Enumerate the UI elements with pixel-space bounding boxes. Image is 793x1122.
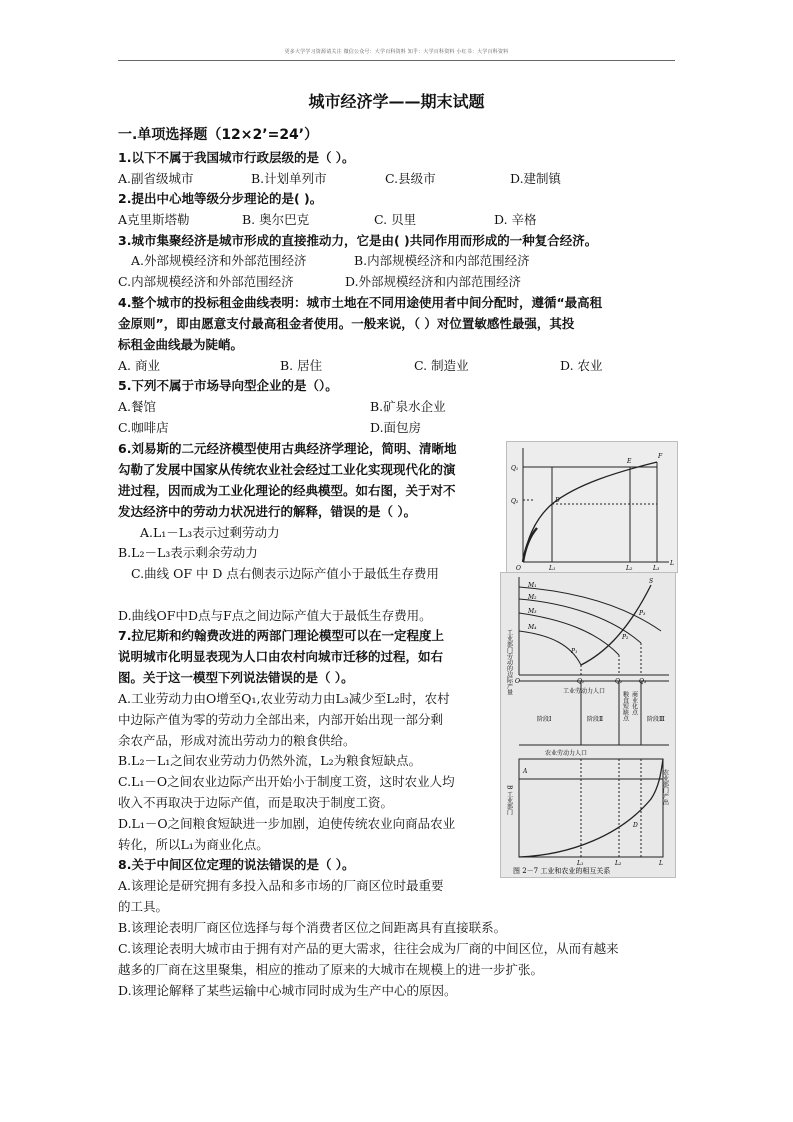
fig2-mid-xlabel: 工业劳动力人口 [563, 688, 606, 695]
fig2-left-label: B 工业部门 [505, 785, 513, 816]
fig1-label-l3: L₃ [653, 565, 660, 572]
fig1-label-d: D [555, 497, 560, 504]
fig2-top-ylabel: 工业部门劳动的边际产量 [505, 629, 513, 695]
fig2-stage-1: 阶段Ⅰ [537, 716, 552, 723]
q8-option-c-line2: 越多的厂商在这里聚集，相应的推动了原来的大城市在规模上的进一步扩张。 [118, 962, 544, 977]
fig2-stage-2: 阶段Ⅱ [587, 716, 604, 723]
fig2-label-o: O [515, 678, 520, 685]
fig2-marker-shortage: 粮食短缺点 [621, 691, 629, 721]
q4-option-b: B. 居住 [280, 358, 323, 373]
q7-option-d-line2: 转化，所以L₁为商业化点。 [118, 837, 269, 852]
q3-option-b: B.内部规模经济和内部范围经济 [354, 253, 530, 268]
header-watermark: 更多大学学习资源请关注 微信公众号：大学百科资料 知乎：大学百科资料 小红书：大学百科资料 [284, 49, 509, 55]
q5-option-a: A.餐馆 [118, 399, 157, 414]
fig1-label-e: E [627, 458, 632, 465]
fig2-label-q2: Q₂ [615, 678, 623, 685]
fig1-label-l: L [670, 560, 674, 567]
fig1-label-o: O [516, 565, 521, 572]
lewis-model-figure [506, 441, 678, 573]
fig2-label-m4: M₄ [528, 624, 537, 631]
ranis-fei-model-figure [500, 572, 676, 878]
q7-stem-line2: 说明城市化明显表现为人口由农村向城市迁移的过程，如右 [118, 649, 444, 664]
q5-option-d: D.面包房 [370, 420, 422, 435]
q2-option-a: A克里斯塔勒 [118, 212, 190, 227]
q2-stem: 2.提出中心地等级分步理论的是( )。 [118, 191, 323, 206]
q6-stem-line3: 进过程，因而成为工业化理论的经典模型。如右图，关于对不 [118, 483, 456, 498]
q3-option-a: A.外部规模经济和外部范围经济 [131, 253, 307, 268]
q8-option-a-line1: A.该理论是研究拥有多投入品和多市场的厂商区位时最重要 [118, 878, 444, 893]
q5-option-c: C.咖啡店 [118, 420, 169, 435]
q4-option-a: A. 商业 [118, 358, 160, 373]
q1-option-a: A.副省级城市 [118, 171, 194, 186]
q6-stem-line1: 6.刘易斯的二元经济模型使用古典经济学理论，简明、清晰地 [118, 441, 457, 456]
q3-option-d: D.外部规模经济和内部范围经济 [345, 274, 522, 289]
fig2-caption: 图 2－7 工业和农业的相互关系 [513, 867, 611, 875]
q2-option-c: C. 贝里 [374, 212, 417, 227]
q1-option-b: B.计划单列市 [251, 171, 327, 186]
q7-option-a-line2: 中边际产值为零的劳动力全部出来，内部开始出现一部分剩 [118, 712, 444, 727]
q5-stem: 5.下列不属于市场导向型企业的是（）。 [118, 378, 338, 393]
exam-title: 城市经济学——期末试题 [308, 92, 485, 111]
q8-option-b: B.该理论表明厂商区位选择与每个消费者区位之间距离具有直接联系。 [118, 920, 507, 935]
q6-option-c: C.曲线 OF 中 D 点右侧表示边际产值小于最低生存费用 [131, 566, 439, 581]
q3-option-c: C.内部规模经济和外部范围经济 [118, 274, 294, 289]
fig2-stage-3: 阶段Ⅲ [647, 716, 665, 723]
q7-option-c-line1: C.L₁－O之间农业边际产出开始小于制度工资，这时农业人均 [118, 774, 455, 789]
q7-option-c-line2: 收入不再取决于边际产值，而是取决于制度工资。 [118, 795, 394, 810]
fig1-label-q2: Q₂ [511, 498, 519, 505]
q6-stem-line2: 勾勒了发展中国家从传统农业社会经过工业化实现现代化的演 [118, 462, 456, 477]
fig2-label-m2: M₂ [528, 594, 537, 601]
q2-option-d: D. 辛格 [494, 212, 537, 227]
q6-option-b: B.L₂－L₃表示剩余劳动力 [118, 545, 258, 560]
q5-option-b: B.矿泉水企业 [370, 399, 446, 414]
fig2-label-l: L [659, 860, 663, 867]
fig2-label-q1: Q₁ [577, 678, 585, 685]
q4-stem-line2: 金原则”，即由愿意支付最高租金者使用。一般来说，（ ）对位置敏感性最强，其投 [118, 316, 575, 331]
fig2-label-p2: P₂ [622, 634, 629, 641]
fig2-label-m1: M₁ [528, 582, 537, 589]
q3-stem: 3.城市集聚经济是城市形成的直接推动力，它是由( )共同作用而形成的一种复合经济。 [118, 233, 598, 248]
fig2-label-a: A [523, 768, 528, 775]
fig1-label-l1: L₁ [549, 565, 556, 572]
q4-stem-line1: 4.整个城市的投标租金曲线表明：城市土地在不同用途使用者中间分配时，遵循“最高租 [118, 295, 603, 310]
fig1-label-q1: Q₁ [511, 465, 519, 472]
fig2-label-q3: Q₃ [639, 678, 647, 685]
q7-option-a-line3: 余农产品，形成对流出劳动力的粮食供给。 [118, 733, 356, 748]
q8-option-a-line2: 的工具。 [118, 899, 169, 914]
q7-stem-line1: 7.拉尼斯和约翰费改进的两部门理论模型可以在一定程度上 [118, 628, 444, 643]
fig2-label-m3: M₃ [528, 608, 537, 615]
q1-option-d: D.建制镇 [510, 171, 562, 186]
q4-option-d: D. 农业 [560, 358, 603, 373]
q8-option-c-line1: C.该理论表明大城市由于拥有对产品的更大需求，往往会成为厂商的中间区位，从而有越来 [118, 941, 619, 956]
q6-stem-line4: 发达经济中的劳动力状况进行的解释，错误的是（ ）。 [118, 504, 417, 519]
fig2-label-l1: L₁ [577, 860, 584, 867]
q2-option-b: B. 奥尔巴克 [242, 212, 310, 227]
q1-option-c: C.县级市 [385, 171, 436, 186]
fig2-marker-commercial: 商业化点 [630, 691, 638, 715]
q7-option-a-line1: A.工业劳动力由O增至Q₁,农业劳动力由L₃减少至L₂时，农村 [118, 691, 450, 706]
q4-option-c: C. 制造业 [414, 358, 469, 373]
q6-option-a: A.L₁－L₃表示过剩劳动力 [140, 525, 280, 540]
section-heading: 一.单项选择题（12×2’=24’） [118, 127, 319, 143]
fig2-label-l2: L₂ [615, 860, 622, 867]
fig1-label-l2: L₂ [626, 565, 633, 572]
fig2-label-d: D [633, 822, 638, 829]
fig2-label-s: S [649, 578, 654, 585]
header-divider [118, 60, 675, 61]
q7-stem-line3: 图。关于这一模型下列说法错误的是（ ）。 [118, 670, 354, 685]
q8-stem: 8.关于中间区位定理的说法错误的是（ ）。 [118, 857, 355, 872]
fig1-label-f: F [658, 453, 663, 460]
q7-option-d-line1: D.L₁－O之间粮食短缺进一步加剧，迫使传统农业向商品农业 [118, 816, 456, 831]
q4-stem-line3: 标租金曲线最为陡峭。 [118, 337, 244, 352]
fig2-bottom-xlabel: 农业劳动力人口 [545, 750, 588, 757]
q8-option-d: D.该理论解释了某些运输中心城市同时成为生产中心的原因。 [118, 983, 457, 998]
fig2-label-p3: P₃ [639, 610, 646, 617]
fig2-right-label: 农业部门产出 [661, 769, 669, 805]
fig2-label-p1: P₁ [571, 648, 578, 655]
q7-option-b: B.L₂－L₁之间农业劳动力仍然外流，L₂为粮食短缺点。 [118, 753, 422, 768]
q1-stem: 1.以下不属于我国城市行政层级的是（ ）。 [118, 150, 355, 165]
q6-option-d: D.曲线OF中D点与F点之间边际产值大于最低生存费用。 [118, 608, 432, 623]
